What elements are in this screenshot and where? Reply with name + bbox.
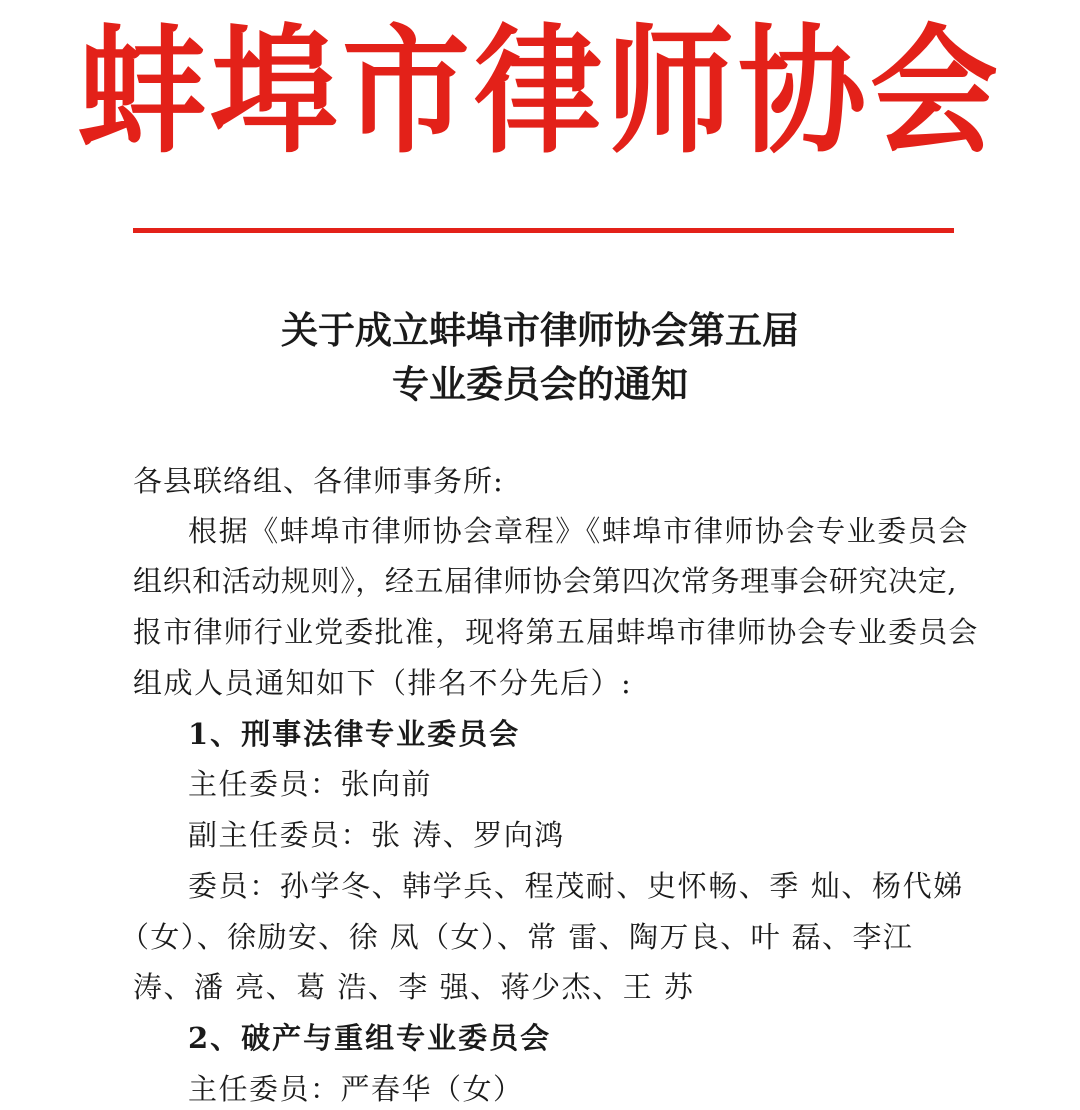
masthead-title: 蚌埠市律师协会 bbox=[77, 12, 1002, 173]
salutation: 各县联络组、各律师事务所: bbox=[133, 464, 504, 498]
intro-line-1: 根据《蚌埠市律师协会章程》《蚌埠市律师协会专业委员会 bbox=[188, 514, 970, 548]
section-1-heading: 1、刑事法律专业委员会 bbox=[188, 717, 521, 751]
section-1-members-line-1: 委员：孙学冬、韩学兵、程茂耐、史怀畅、季 灿、杨代娣 bbox=[188, 869, 964, 903]
intro-line-4: 组成人员通知如下（排名不分先后）: bbox=[133, 666, 633, 700]
section-1-members-line-3: 涛、潘 亮、葛 浩、李 强、蒋少杰、王 苏 bbox=[133, 970, 695, 1004]
intro-line-3: 报市律师行业党委批准，现将第五届蚌埠市律师协会专业委员会 bbox=[133, 615, 979, 649]
section-2-heading: 2、破产与重组专业委员会 bbox=[188, 1021, 552, 1055]
notice-title-line-2: 专业委员会的通知 bbox=[392, 362, 688, 406]
section-2-director: 主任委员：严春华（女） bbox=[188, 1072, 524, 1106]
notice-title-line-1: 关于成立蚌埠市律师协会第五届 bbox=[281, 308, 799, 352]
section-1-members-line-2: （女）、徐励安、徐 凤（女）、常 雷、陶万良、叶 磊、李江 bbox=[120, 920, 914, 954]
red-divider bbox=[133, 228, 954, 233]
section-1-deputy: 副主任委员：张 涛、罗向鸿 bbox=[188, 818, 565, 852]
intro-line-2: 组织和活动规则》，经五届律师协会第四次常务理事会研究决定, bbox=[133, 564, 958, 598]
section-1-director: 主任委员：张向前 bbox=[188, 767, 433, 801]
